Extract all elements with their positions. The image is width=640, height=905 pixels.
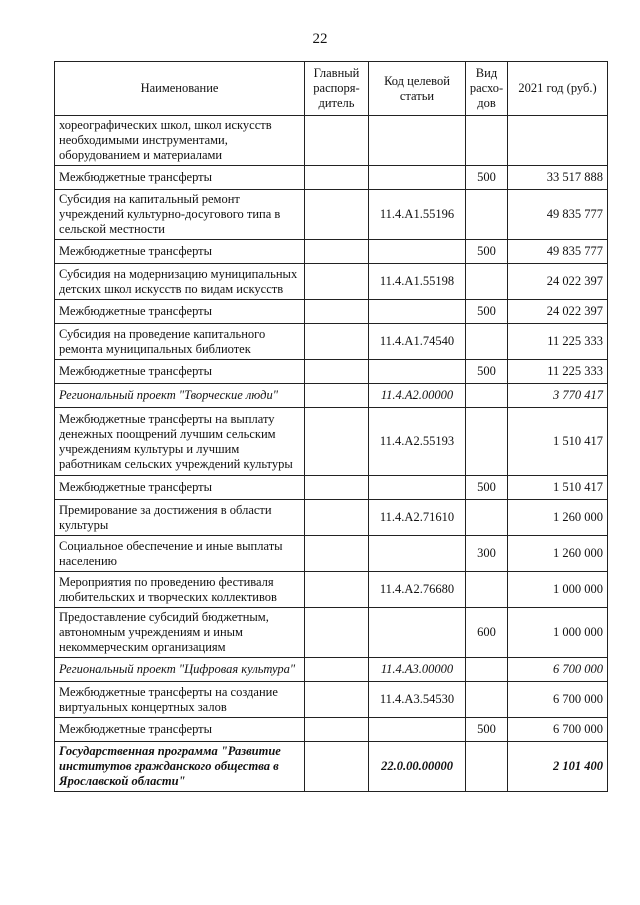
cell-admin [305, 572, 369, 608]
cell-exp: 500 [466, 166, 508, 190]
cell-amount: 1 260 000 [508, 536, 608, 572]
table-row [55, 240, 608, 264]
cell-amount: 11 225 333 [508, 324, 608, 360]
table-row [55, 300, 608, 324]
cell-name: Межбюджетные трансферты на выплату денежных поощрений лучшим сельским учреждениям культуры и лучшим работникам сельских учреждений культуры [55, 408, 305, 476]
table-row [55, 384, 608, 408]
cell-name: Межбюджетные трансферты [55, 718, 305, 742]
header-name: Наименование [55, 62, 305, 116]
table-row [55, 682, 608, 718]
cell-admin [305, 608, 369, 658]
header-admin: Главный распоря-дитель [305, 62, 369, 116]
cell-code: 22.0.00.00000 [369, 742, 466, 792]
cell-exp [466, 658, 508, 682]
table-row [55, 476, 608, 500]
cell-amount: 24 022 397 [508, 264, 608, 300]
cell-exp [466, 190, 508, 240]
cell-amount: 49 835 777 [508, 240, 608, 264]
table-row [55, 408, 608, 476]
cell-amount: 1 000 000 [508, 572, 608, 608]
cell-exp: 500 [466, 476, 508, 500]
cell-code [369, 300, 466, 324]
cell-code [369, 360, 466, 384]
cell-name: Межбюджетные трансферты [55, 360, 305, 384]
cell-exp [466, 116, 508, 166]
cell-exp: 600 [466, 608, 508, 658]
table-header-row [55, 62, 608, 116]
table-row [55, 324, 608, 360]
table-row [55, 742, 608, 792]
cell-admin [305, 658, 369, 682]
cell-code: 11.4.A2.55193 [369, 408, 466, 476]
cell-code: 11.4.A1.55198 [369, 264, 466, 300]
cell-code: 11.4.A2.76680 [369, 572, 466, 608]
cell-admin [305, 742, 369, 792]
cell-code [369, 608, 466, 658]
cell-exp [466, 384, 508, 408]
cell-exp: 500 [466, 300, 508, 324]
cell-name: Межбюджетные трансферты [55, 300, 305, 324]
cell-admin [305, 360, 369, 384]
cell-amount [508, 116, 608, 166]
cell-exp [466, 572, 508, 608]
cell-amount: 6 700 000 [508, 658, 608, 682]
budget-table [54, 61, 608, 792]
cell-code: 11.4.A2.00000 [369, 384, 466, 408]
cell-admin [305, 718, 369, 742]
table-row [55, 718, 608, 742]
table-row [55, 264, 608, 300]
page-number: 22 [312, 31, 328, 47]
cell-admin [305, 408, 369, 476]
header-code: Код целевой статьи [369, 62, 466, 116]
cell-amount: 11 225 333 [508, 360, 608, 384]
cell-admin [305, 116, 369, 166]
cell-admin [305, 384, 369, 408]
table-row [55, 190, 608, 240]
cell-code: 11.4.A3.00000 [369, 658, 466, 682]
header-exp: Вид расхо-дов [466, 62, 508, 116]
cell-code [369, 166, 466, 190]
cell-name: Субсидия на модернизацию муниципальных детских школ искусств по видам искусств [55, 264, 305, 300]
cell-code [369, 718, 466, 742]
cell-code [369, 116, 466, 166]
cell-name: Межбюджетные трансферты на создание виртуальных концертных залов [55, 682, 305, 718]
cell-admin [305, 324, 369, 360]
cell-exp: 500 [466, 718, 508, 742]
table-row [55, 536, 608, 572]
table-row [55, 116, 608, 166]
cell-exp [466, 742, 508, 792]
table-row [55, 608, 608, 658]
table-row [55, 658, 608, 682]
cell-code [369, 476, 466, 500]
cell-name: Субсидия на проведение капитального ремонта муниципальных библиотек [55, 324, 305, 360]
cell-exp: 500 [466, 360, 508, 384]
cell-amount: 2 101 400 [508, 742, 608, 792]
header-amount: 2021 год (руб.) [508, 62, 608, 116]
cell-exp [466, 264, 508, 300]
cell-amount: 33 517 888 [508, 166, 608, 190]
cell-admin [305, 240, 369, 264]
table-body [55, 116, 608, 792]
cell-name: Межбюджетные трансферты [55, 240, 305, 264]
cell-exp [466, 500, 508, 536]
cell-name: Межбюджетные трансферты [55, 166, 305, 190]
cell-exp: 500 [466, 240, 508, 264]
cell-name: хореографических школ, школ искусств необходимыми инструментами, оборудованием и материалами [55, 116, 305, 166]
cell-exp [466, 408, 508, 476]
cell-code: 11.4.A2.71610 [369, 500, 466, 536]
cell-amount: 1 510 417 [508, 408, 608, 476]
cell-amount: 24 022 397 [508, 300, 608, 324]
cell-name: Мероприятия по проведению фестиваля любительских и творческих коллективов [55, 572, 305, 608]
cell-name: Субсидия на капитальный ремонт учреждений культурно-досугового типа в сельской местности [55, 190, 305, 240]
cell-admin [305, 264, 369, 300]
cell-exp [466, 682, 508, 718]
cell-amount: 1 000 000 [508, 608, 608, 658]
cell-code [369, 240, 466, 264]
cell-admin [305, 476, 369, 500]
cell-name: Государственная программа "Развитие институтов гражданского общества в Ярославской области" [55, 742, 305, 792]
cell-admin [305, 536, 369, 572]
cell-admin [305, 682, 369, 718]
cell-amount: 49 835 777 [508, 190, 608, 240]
cell-name: Межбюджетные трансферты [55, 476, 305, 500]
cell-name: Предоставление субсидий бюджетным, автономным учреждениям и иным некоммерческим организациям [55, 608, 305, 658]
table-row [55, 572, 608, 608]
cell-admin [305, 190, 369, 240]
cell-amount: 3 770 417 [508, 384, 608, 408]
cell-code: 11.4.A1.74540 [369, 324, 466, 360]
cell-amount: 1 510 417 [508, 476, 608, 500]
cell-exp: 300 [466, 536, 508, 572]
cell-name: Социальное обеспечение и иные выплаты населению [55, 536, 305, 572]
cell-code [369, 536, 466, 572]
cell-name: Региональный проект "Творческие люди" [55, 384, 305, 408]
cell-amount: 1 260 000 [508, 500, 608, 536]
table-row [55, 500, 608, 536]
cell-amount: 6 700 000 [508, 718, 608, 742]
cell-amount: 6 700 000 [508, 682, 608, 718]
cell-admin [305, 500, 369, 536]
table-row [55, 360, 608, 384]
cell-admin [305, 166, 369, 190]
cell-name: Премирование за достижения в области культуры [55, 500, 305, 536]
cell-code: 11.4.A1.55196 [369, 190, 466, 240]
cell-admin [305, 300, 369, 324]
cell-code: 11.4.A3.54530 [369, 682, 466, 718]
cell-exp [466, 324, 508, 360]
table-row [55, 166, 608, 190]
cell-name: Региональный проект "Цифровая культура" [55, 658, 305, 682]
